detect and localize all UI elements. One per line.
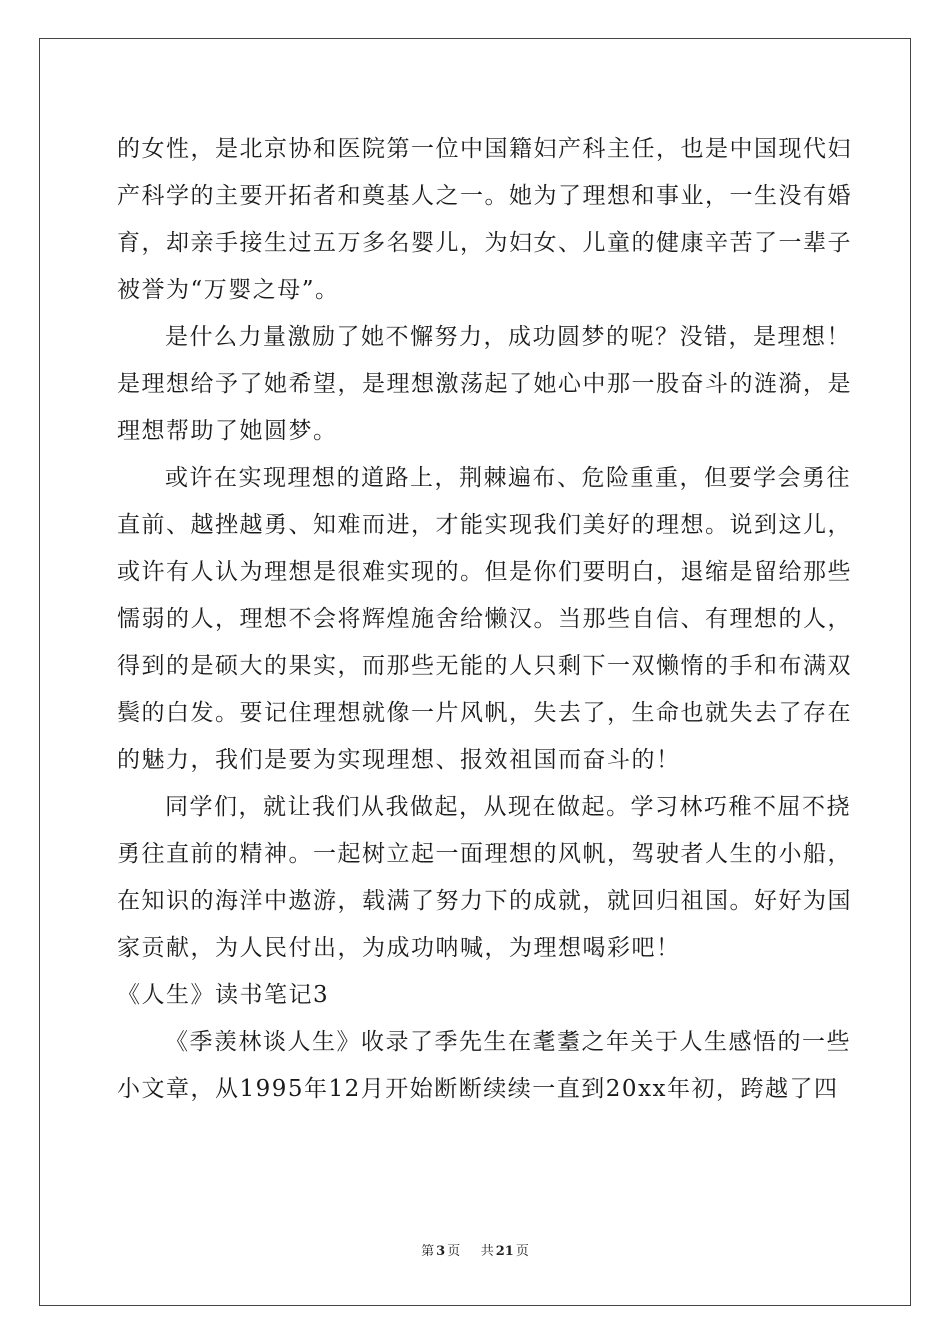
text-line: 或许有人认为理想是很难实现的。但是你们要明白，退缩是留给那些 [117,559,852,585]
text-line: 《季羡林谈人生》收录了季先生在耄耋之年关于人生感悟的一些 [165,1029,851,1055]
text-line: 的女性，是北京协和医院第一位中国籍妇产科主任，也是中国现代妇 [117,136,852,162]
text-line: 或许在实现理想的道路上，荆棘遍布、危险重重，但要学会勇往 [165,465,851,491]
text-line: 《人生》读书笔记3 [117,982,330,1008]
text-line: 是什么力量激励了她不懈努力，成功圆梦的呢？没错，是理想！ [165,324,851,350]
text-line: 的魅力，我们是要为实现理想、报效祖国而奋斗的！ [117,747,681,773]
text-line: 直前、越挫越勇、知难而进，才能实现我们美好的理想。说到这儿， [117,512,852,538]
text-line: 得到的是硕大的果实，而那些无能的人只剩下一双懒惰的手和布满双 [117,653,852,679]
text-line: 在知识的海洋中遨游，载满了努力下的成就，就回归祖国。好好为国 [117,888,852,914]
page-footer [0,1240,950,1259]
footer-total-suffix: 页 [515,1244,529,1259]
footer-prefix: 第 [421,1244,435,1259]
text-line: 小文章，从1995年12月开始断断续续一直到20xx年初，跨越了四 [117,1076,839,1102]
text-line: 育，却亲手接生过五万多名婴儿，为妇女、儿童的健康辛苦了一辈子 [117,230,852,256]
current-page-number: 3 [436,1244,446,1259]
document-body [117,126,852,1113]
total-page-count: 21 [495,1244,514,1259]
text-line: 同学们，就让我们从我做起，从现在做起。学习林巧稚不屈不挠 [165,794,851,820]
text-line: 勇往直前的精神。一起树立起一面理想的风帆，驾驶者人生的小船， [117,841,852,867]
text-line: 产科学的主要开拓者和奠基人之一。她为了理想和事业，一生没有婚 [117,183,852,209]
text-line: 懦弱的人，理想不会将辉煌施舍给懒汉。当那些自信、有理想的人， [117,606,852,632]
text-line: 鬓的白发。要记住理想就像一片风帆，失去了，生命也就失去了存在 [117,700,852,726]
footer-page-suffix: 页 [447,1244,461,1259]
footer-total-prefix: 共 [480,1244,494,1259]
text-line: 家贡献，为人民付出，为成功呐喊，为理想喝彩吧！ [117,935,681,961]
text-line: 理想帮助了她圆梦。 [117,418,338,444]
text-line: 是理想给予了她希望，是理想激荡起了她心中那一股奋斗的涟漪，是 [117,371,852,397]
text-line: 被誉为“万婴之母”。 [117,277,340,303]
